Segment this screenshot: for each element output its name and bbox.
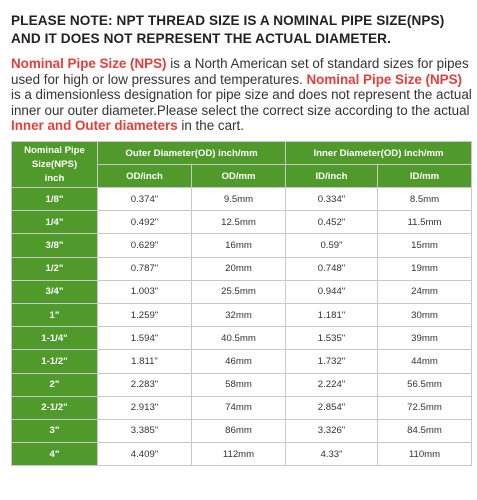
id-inch-cell: 2.224" [286, 373, 378, 396]
od-inch-cell: 4.409" [98, 443, 192, 466]
id-inch-cell: 0.334" [286, 188, 378, 211]
nps-column-header: Nominal Pipe Size(NPS) inch [12, 142, 98, 188]
nps-cell: 2" [12, 373, 98, 396]
id-mm-cell: 84.5mm [378, 419, 472, 442]
table-row [12, 396, 472, 419]
od-mm-cell: 9.5mm [192, 188, 286, 211]
nps-cell: 2-1/2" [12, 396, 98, 419]
id-inch-cell: 1.732" [286, 350, 378, 373]
nps-description [11, 56, 473, 134]
od-inch-cell: 1.811" [98, 350, 192, 373]
od-inch-cell: 0.492" [98, 211, 192, 234]
od-inch-cell: 1.259" [98, 303, 192, 326]
nps-cell: 1-1/4" [12, 327, 98, 350]
nps-term-highlight: Nominal Pipe Size (NPS) [306, 71, 463, 87]
id-mm-cell: 24mm [378, 280, 472, 303]
nps-term-highlight: Nominal Pipe Size (NPS) [11, 56, 167, 71]
id-group-header: Inner Diameter(OD) inch/mm [286, 142, 472, 165]
id-inch-header: ID/inch [286, 165, 378, 188]
table-row [12, 373, 472, 396]
table-row [12, 419, 472, 442]
nps-cell: 1" [12, 303, 98, 326]
description-text: in the cart. [177, 118, 244, 134]
od-mm-cell: 46mm [192, 350, 286, 373]
table-row [12, 327, 472, 350]
od-mm-cell: 25.5mm [192, 280, 286, 303]
od-mm-cell: 16mm [192, 234, 286, 257]
id-mm-cell: 11.5mm [378, 211, 472, 234]
table-row [12, 303, 472, 326]
od-inch-cell: 0.374" [98, 188, 192, 211]
id-mm-cell: 30mm [378, 303, 472, 326]
table-row [12, 234, 472, 257]
nps-cell: 1/4" [12, 211, 98, 234]
table-row [12, 188, 472, 211]
od-mm-cell: 58mm [192, 373, 286, 396]
id-inch-cell: 3.326" [286, 419, 378, 442]
description-text: is a dimensionless designation for pipe size and does not represent the actual inner our outer diameter.Please select the correct size according to the actual [11, 87, 472, 118]
nps-cell: 4" [12, 443, 98, 466]
nps-cell: 1-1/2" [12, 350, 98, 373]
od-mm-cell: 86mm [192, 419, 286, 442]
nps-cell: 3" [12, 419, 98, 442]
id-inch-cell: 1.181" [286, 303, 378, 326]
od-mm-cell: 40.5mm [192, 327, 286, 350]
id-inch-cell: 2.854" [286, 396, 378, 419]
od-inch-header: OD/inch [98, 165, 192, 188]
nps-cell: 3/4" [12, 280, 98, 303]
diameters-highlight: Inner and Outer diameters [11, 118, 178, 134]
id-mm-cell: 72.5mm [378, 396, 472, 419]
id-mm-cell: 39mm [378, 327, 472, 350]
od-inch-cell: 1.594" [98, 327, 192, 350]
od-inch-cell: 0.787" [98, 257, 192, 280]
id-mm-header: ID/mm [378, 165, 472, 188]
od-mm-cell: 74mm [192, 396, 286, 419]
nps-cell: 3/8" [12, 234, 98, 257]
table-row [12, 350, 472, 373]
od-inch-cell: 3.385" [98, 419, 192, 442]
od-group-header: Outer Diameter(OD) inch/mm [98, 142, 286, 165]
id-mm-cell: 19mm [378, 257, 472, 280]
nps-cell: 1/2" [12, 257, 98, 280]
od-inch-cell: 2.283" [98, 373, 192, 396]
pipe-size-table [11, 141, 472, 466]
od-mm-cell: 12.5mm [192, 211, 286, 234]
notice-heading: PLEASE NOTE: NPT THREAD SIZE IS A NOMINAL PIPE SIZE(NPS) AND IT DOES NOT REPRESENT THE ACTUAL DIAMETER. [11, 13, 445, 46]
id-inch-cell: 4.33" [286, 443, 378, 466]
id-inch-cell: 0.452" [286, 211, 378, 234]
od-mm-cell: 112mm [192, 443, 286, 466]
id-mm-cell: 56.5mm [378, 373, 472, 396]
id-inch-cell: 0.748" [286, 257, 378, 280]
id-inch-cell: 0.944" [286, 280, 378, 303]
od-inch-cell: 2.913" [98, 396, 192, 419]
od-mm-header: OD/mm [192, 165, 286, 188]
id-mm-cell: 15mm [378, 234, 472, 257]
description-text: is a North American set of standard sizes for pipes used for high or low pressures and temperatures. [11, 56, 469, 87]
table-row [12, 211, 472, 234]
id-mm-cell: 44mm [378, 350, 472, 373]
table-row [12, 280, 472, 303]
table-row [12, 257, 472, 280]
id-mm-cell: 110mm [378, 443, 472, 466]
id-inch-cell: 1.535" [286, 327, 378, 350]
id-inch-cell: 0.59" [286, 234, 378, 257]
od-inch-cell: 0.629" [98, 234, 192, 257]
od-mm-cell: 32mm [192, 303, 286, 326]
od-inch-cell: 1.003" [98, 280, 192, 303]
id-mm-cell: 8.5mm [378, 188, 472, 211]
nps-cell: 1/8" [12, 188, 98, 211]
od-mm-cell: 20mm [192, 257, 286, 280]
table-row [12, 443, 472, 466]
